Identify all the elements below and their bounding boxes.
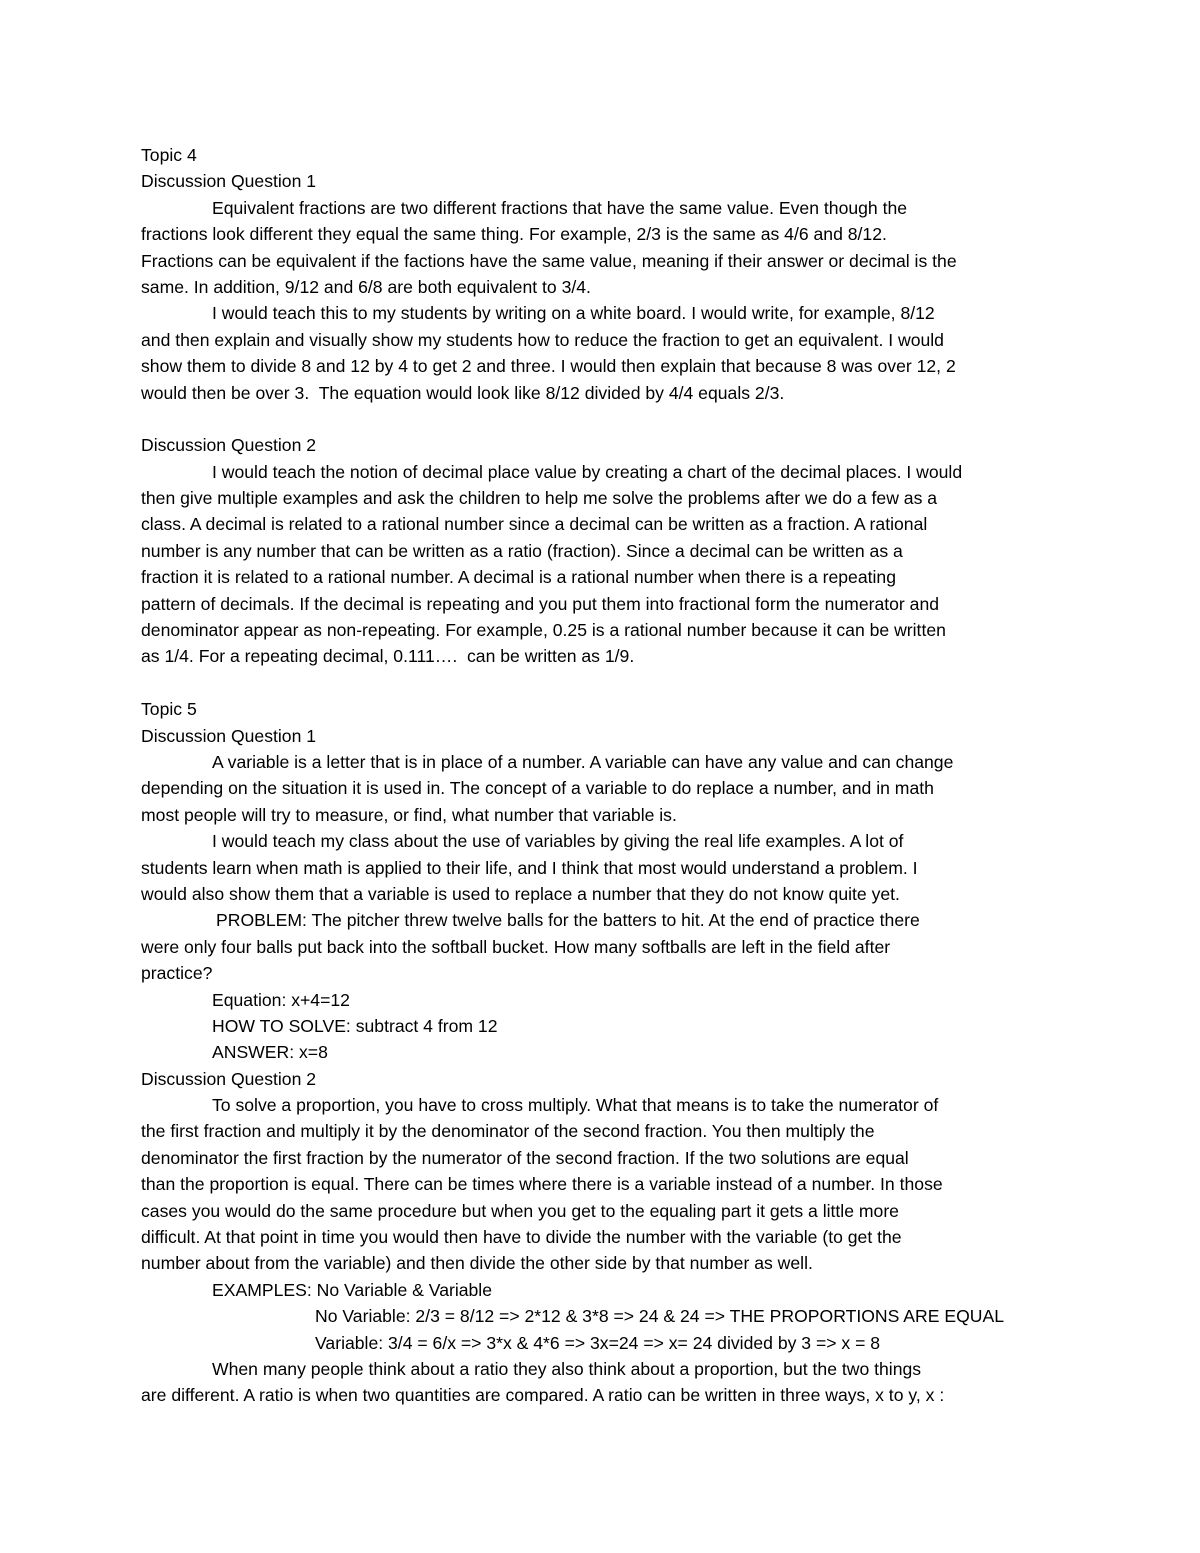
blank-line: [141, 670, 1061, 696]
equation-line: Equation: x+4=12: [212, 989, 350, 1010]
topic-4-heading: Topic 4: [141, 145, 197, 165]
text-line: pattern of decimals. If the decimal is repeating and you put them into fractional form the numerator and: [141, 593, 940, 614]
topic-5-dq2-heading: Discussion Question 2: [141, 1068, 317, 1089]
text-line: would then be over 3. The equation would look like 8/12 divided by 4/4 equals 2/3.: [141, 382, 785, 403]
how-to-solve-line: HOW TO SOLVE: subtract 4 from 12: [212, 1015, 498, 1036]
text-line: students learn when math is applied to their life, and I think that most would understand a problem. I: [141, 857, 918, 878]
text-line: To solve a proportion, you have to cross multiply. What that means is to take the numerator of: [212, 1095, 939, 1116]
topic-5-dq1-heading: Discussion Question 1: [141, 725, 317, 746]
text-line: same. In addition, 9/12 and 6/8 are both equivalent to 3/4.: [141, 276, 591, 297]
text-line: were only four balls put back into the softball bucket. How many softballs are left in the field after: [141, 936, 891, 957]
text-line: most people will try to measure, or find, what number that variable is.: [141, 804, 677, 825]
text-line: I would teach the notion of decimal place value by creating a chart of the decimal places. I would: [212, 461, 963, 482]
text-line: When many people think about a ratio they also think about a proportion, but the two things: [212, 1358, 922, 1379]
text-line: the first fraction and multiply it by the denominator of the second fraction. You then multiply the: [141, 1121, 875, 1142]
text-line: depending on the situation it is used in. The concept of a variable to do replace a number, and in math: [141, 778, 934, 799]
topic-4-dq2-heading: Discussion Question 2: [141, 435, 317, 456]
text-line: I would teach this to my students by writing on a white board. I would write, for example, 8/12: [212, 303, 935, 324]
text-line: denominator appear as non-repeating. For example, 0.25 is a rational number because it can be written: [141, 620, 946, 641]
answer-line: ANSWER: x=8: [212, 1042, 328, 1063]
text-line: difficult. At that point in time you would then have to divide the number with the variable (to get the: [141, 1227, 902, 1248]
document-body: [141, 142, 1061, 1409]
example-variable-line: Variable: 3/4 = 6/x => 3*x & 4*6 => 3x=24 => x= 24 divided by 3 => x = 8: [315, 1332, 881, 1353]
text-line: I would teach my class about the use of variables by giving the real life examples. A lot of: [212, 831, 904, 852]
text-line: cases you would do the same procedure but when you get to the equaling part it gets a little more: [141, 1200, 899, 1221]
text-line: number is any number that can be written as a ratio (fraction). Since a decimal can be written as a: [141, 540, 903, 561]
text-line: then give multiple examples and ask the children to help me solve the problems after we do a few as a: [141, 488, 938, 509]
examples-line: EXAMPLES: No Variable & Variable: [212, 1279, 493, 1300]
text-line: A variable is a letter that is in place of a number. A variable can have any value and can change: [212, 751, 954, 772]
text-line: number about from the variable) and then divide the other side by that number as well.: [141, 1253, 813, 1274]
problem-line: PROBLEM: The pitcher threw twelve balls for the batters to hit. At the end of practice there: [216, 910, 920, 931]
text-line: Equivalent fractions are two different fractions that have the same value. Even though the: [212, 197, 908, 218]
text-line: are different. A ratio is when two quantities are compared. A ratio can be written in three ways, x to y, x :: [141, 1385, 945, 1406]
topic-4-dq1-heading: Discussion Question 1: [141, 171, 317, 192]
text-line: class. A decimal is related to a rational number since a decimal can be written as a fraction. A rational: [141, 514, 928, 535]
text-line: fractions look different they equal the same thing. For example, 2/3 is the same as 4/6 and 8/12.: [141, 224, 887, 245]
blank-line: [141, 406, 1061, 432]
example-no-variable-line: No Variable: 2/3 = 8/12 => 2*12 & 3*8 => 24 & 24 => THE PROPORTIONS ARE EQUAL: [315, 1306, 1004, 1327]
text-line: than the proportion is equal. There can be times where there is a variable instead of a number. In those: [141, 1174, 943, 1195]
text-line: practice?: [141, 963, 213, 984]
text-line: denominator the first fraction by the numerator of the second fraction. If the two solutions are equal: [141, 1147, 909, 1168]
topic-5-heading: Topic 5: [141, 699, 197, 720]
text-line: would also show them that a variable is used to replace a number that they do not know quite yet.: [141, 883, 900, 904]
text-line: Fractions can be equivalent if the factions have the same value, meaning if their answer or decimal is the: [141, 250, 957, 271]
text-line: fraction it is related to a rational number. A decimal is a rational number when there is a repeating: [141, 567, 896, 588]
text-line: show them to divide 8 and 12 by 4 to get 2 and three. I would then explain that because 8 was over 12, 2: [141, 356, 956, 377]
text-line: as 1/4. For a repeating decimal, 0.111…. can be written as 1/9.: [141, 646, 635, 667]
text-line: and then explain and visually show my students how to reduce the fraction to get an equivalent. I would: [141, 329, 944, 350]
